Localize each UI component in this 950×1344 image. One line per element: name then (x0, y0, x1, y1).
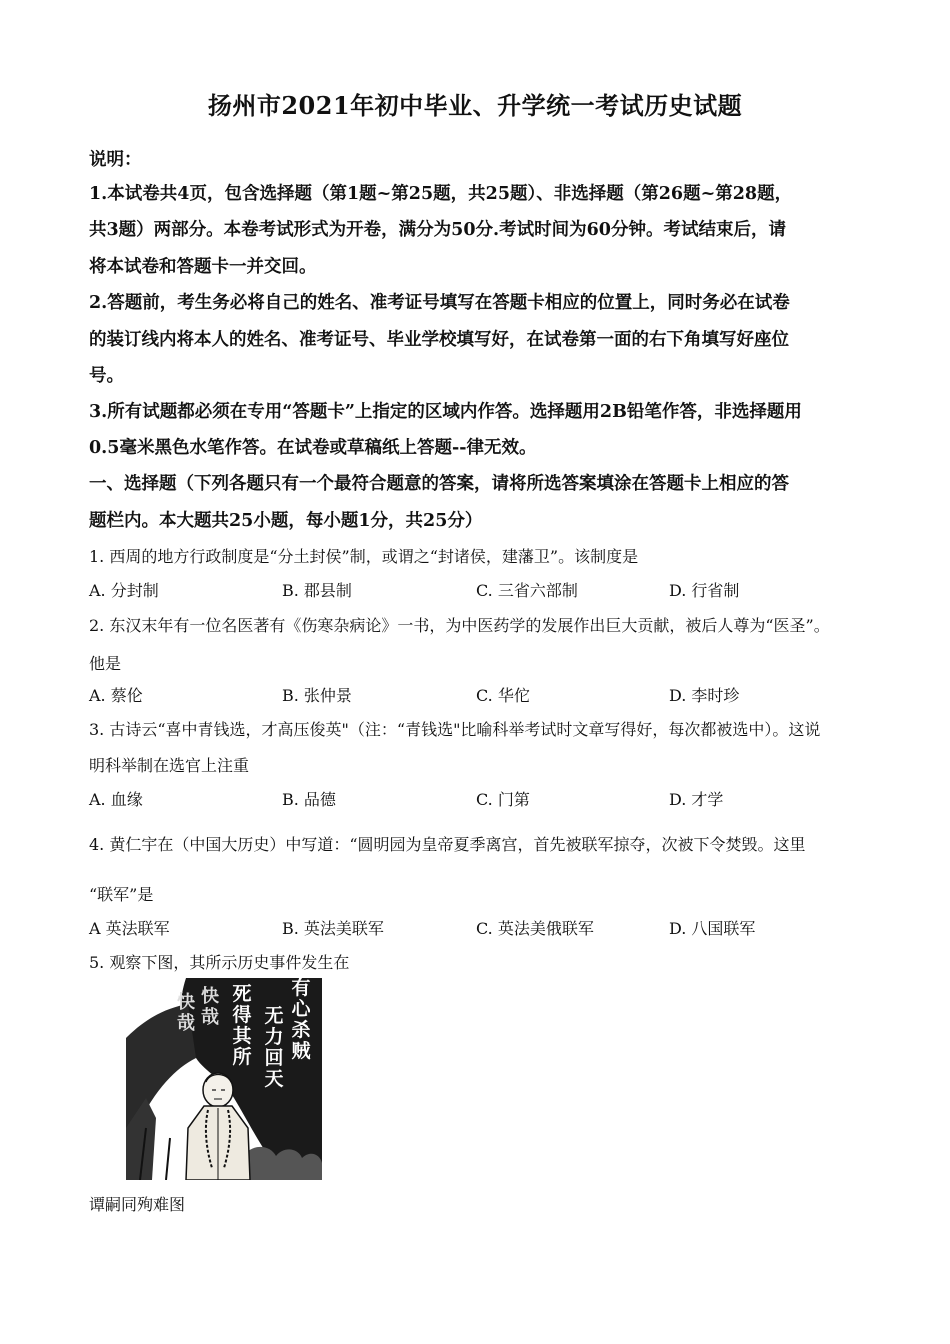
figure-caption: 谭嗣同殉难图 (89, 1195, 186, 1214)
question-2-option-c: C. 华佗 (476, 686, 530, 705)
calligraphy-col-5: 快哉 (177, 992, 195, 1034)
intro-line: 0.5毫米黑色水笔作答。在试卷或草稿纸上答题--律无效。 (89, 438, 537, 458)
question-2-option-a: A. 蔡伦 (89, 686, 143, 705)
intro-line: 的装订线内将本人的姓名、准考证号、毕业学校填写好，在试卷第一面的右下角填写好座位 (89, 330, 789, 350)
calligraphy-col-3: 死得其所 (232, 983, 252, 1068)
question-2-stem-cont: 他是 (89, 654, 122, 673)
question-4-option-b: B. 英法美联军 (282, 919, 384, 938)
question-2-option-d: D. 李时珍 (669, 686, 740, 705)
question-3-option-b: B. 品德 (282, 790, 336, 809)
question-3-option-a: A. 血缘 (89, 790, 143, 809)
calligraphy-col-2: 无力回天 (264, 1005, 284, 1090)
question-4-stem-cont: “联军”是 (89, 885, 154, 904)
question-1-option-a: A. 分封制 (89, 581, 159, 600)
intro-line: 将本试卷和答题卡一并交回。 (89, 257, 317, 277)
question-3-stem-cont: 明科举制在选官上注重 (89, 756, 250, 775)
question-3-option-d: D. 才学 (669, 790, 724, 809)
calligraphy-col-1: 有心杀贼 (291, 978, 311, 1062)
section-heading: 题栏内。本大题共25小题，每小题1分，共25分） (89, 511, 483, 531)
question-1-option-b: B. 郡县制 (282, 581, 352, 600)
intro-line: 1.本试卷共4页，包含选择题（第1题~第25题，共25题）、非选择题（第26题~第28题， (89, 184, 793, 204)
question-5-stem: 5. 观察下图，其所示历史事件发生在 (89, 953, 350, 972)
question-1-option-c: C. 三省六部制 (476, 581, 578, 600)
tan-sitong-illustration (126, 978, 322, 1180)
calligraphy-col-4: 快哉 (201, 986, 219, 1028)
question-4-option-a: A 英法联军 (89, 919, 170, 938)
question-1-option-d: D. 行省制 (669, 581, 740, 600)
section-heading: 一、选择题（下列各题只有一个最符合题意的答案，请将所选答案填涂在答题卡上相应的答 (89, 474, 789, 494)
intro-line: 2.答题前，考生务必将自己的姓名、准考证号填写在答题卡相应的位置上，同时务必在试卷 (89, 293, 790, 313)
question-3-stem: 3. 古诗云“喜中青钱选，才高压俊英"（注：“青钱选"比喻科举考试时文章写得好，每次都被选中）。这说 (89, 720, 821, 739)
question-4-stem: 4. 黄仁宇在（中国大历史）中写道：“圆明园为皇帝夏季离宫，首先被联军掠夺，次被下令焚毁。这里 (89, 835, 806, 854)
question-4-option-d: D. 八国联军 (669, 919, 756, 938)
intro-line: 号。 (89, 366, 124, 386)
question-2-stem: 2. 东汉末年有一位名医著有《伤寒杂病论》一书，为中医药学的发展作出巨大贡献，被后人尊为“医圣”。 (89, 616, 830, 635)
question-3-option-c: C. 门第 (476, 790, 530, 809)
question-2-option-b: B. 张仲景 (282, 686, 352, 705)
exam-title: 扬州市2021年初中毕业、升学统一考试历史试题 (207, 91, 743, 120)
intro-line: 共3题）两部分。本卷考试形式为开卷，满分为50分.考试时间为60分钟。考试结束后，请 (89, 220, 786, 240)
question-4-option-c: C. 英法美俄联军 (476, 919, 594, 938)
intro-line: 3.所有试题都必须在专用“答题卡”上指定的区域内作答。选择题用2B铅笔作答，非选择题用 (89, 402, 802, 422)
intro-heading: 说明： (89, 150, 142, 170)
question-1-stem: 1. 西周的地方行政制度是“分土封侯”制，或谓之“封诸侯，建藩卫”。该制度是 (89, 547, 639, 566)
